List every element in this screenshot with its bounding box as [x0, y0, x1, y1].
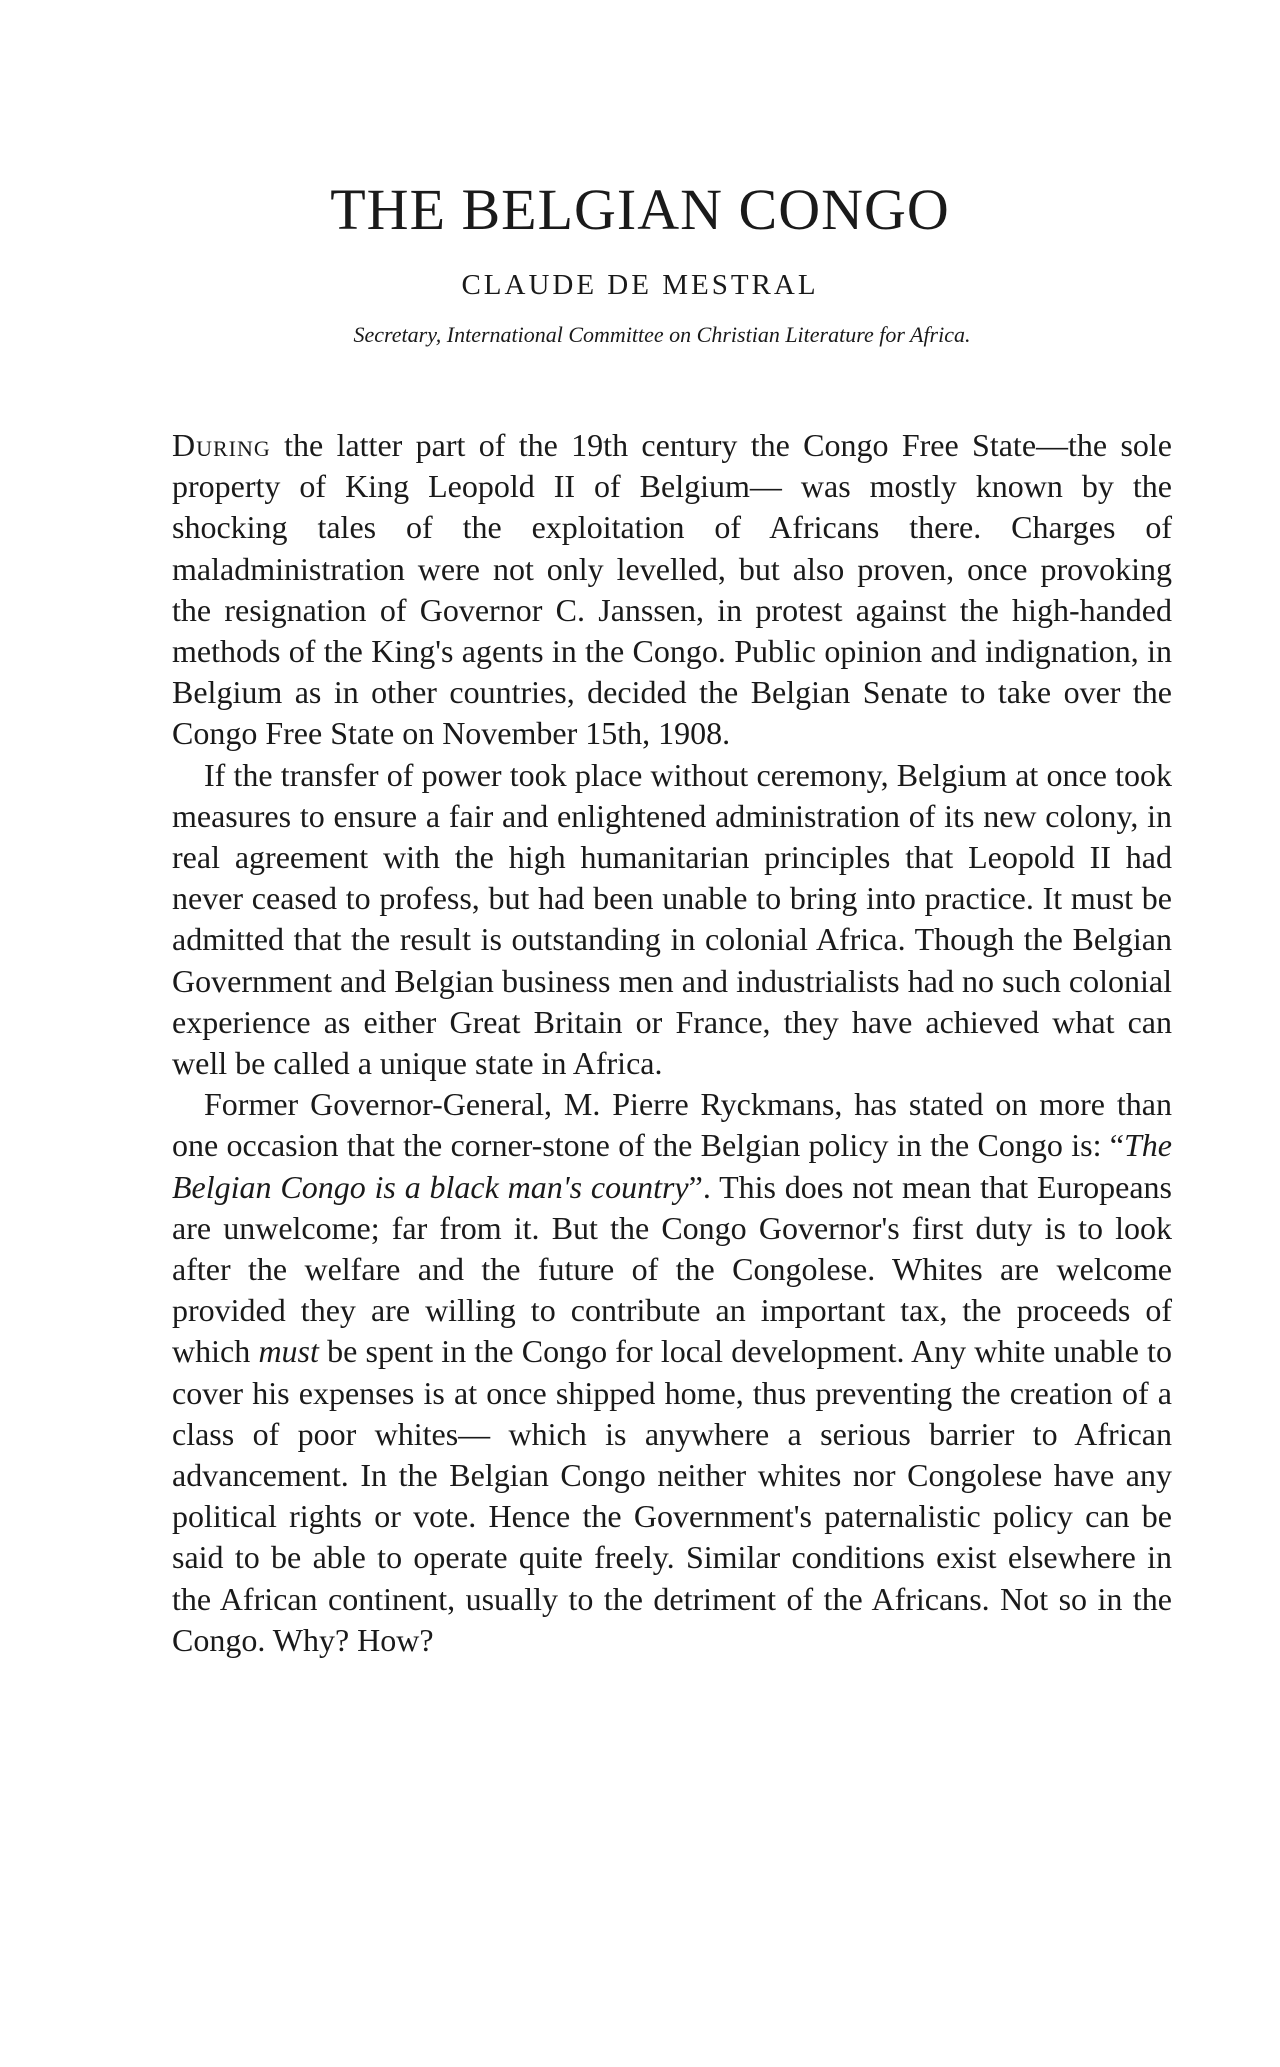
paragraph-3-text-c: be spent in the Congo for local development. Any white unable to cover his expenses is at once shipped home, thus preventing the creation of a class of poor whites— which is anywhere a serious barrier to African advancement. In the Belgian Congo neither whites nor Congolese have any political rights or vote. Hence the Government's paternalistic policy can be said to be able to operate quite freely. Similar conditions exist elsewhere in the African continent, usually to the detriment of the Africans. Not so in the Congo. Why? How?: [172, 1333, 1173, 1658]
article-title: THE BELGIAN CONGO: [330, 177, 950, 242]
article-author: CLAUDE DE MESTRAL: [461, 269, 819, 301]
article-body: [172, 425, 1172, 1661]
paragraph-3-text-a: Former Governor-General, M. Pierre Ryckmans, has stated on more than one occasion that the corner-stone of the Belgian policy in the Congo is: “: [172, 1086, 1172, 1164]
paragraph-1-text: the latter part of the 19th century the Congo Free State—the sole property of King Leopold II of Belgium— was mostly known by the shocking tales of the exploitation of Africans there. Charges of maladministration were not only levelled, but also proven, once provoking the resignation of Governor C. Janssen, in protest against the high-handed methods of the King's agents in the Congo. Public opinion and indignation, in Belgium as in other countries, decided the Belgian Senate to take over the Congo Free State on November 15th, 1908.: [172, 427, 1172, 752]
paragraph-2: If the transfer of power took place without ceremony, Belgium at once took measures to ensure a fair and enlightened administration of its new colony, in real agreement with the high humanitarian principles that Leopold II had never ceased to profess, but had been unable to bring into practice. It must be admitted that the result is outstanding in colonial Africa. Though the Belgian Government and Belgian business men and industrialists had no such colonial experience as either Great Britain or France, they have achieved what can well be called a unique state in Africa.: [172, 756, 1172, 1082]
paragraph-3-text-b: ”. This does not mean that Europeans are unwelcome; far from it. But the Congo Governor's first duty is to look after the welfare and the future of the Congolese. Whites are welcome provided they are willing to contribute an important tax, the proceeds of which: [172, 1168, 1173, 1370]
paragraph-1: [172, 425, 1172, 755]
ryckmans-quote: The Belgian Congo is a black man's country: [172, 1127, 1172, 1205]
must-emphasis: must: [258, 1333, 319, 1370]
author-affiliation: Secretary, International Committee on Christian Literature for Africa.: [353, 322, 971, 347]
paragraph-1-opening-word: During: [172, 427, 271, 463]
paragraph-3: [172, 1084, 1172, 1661]
